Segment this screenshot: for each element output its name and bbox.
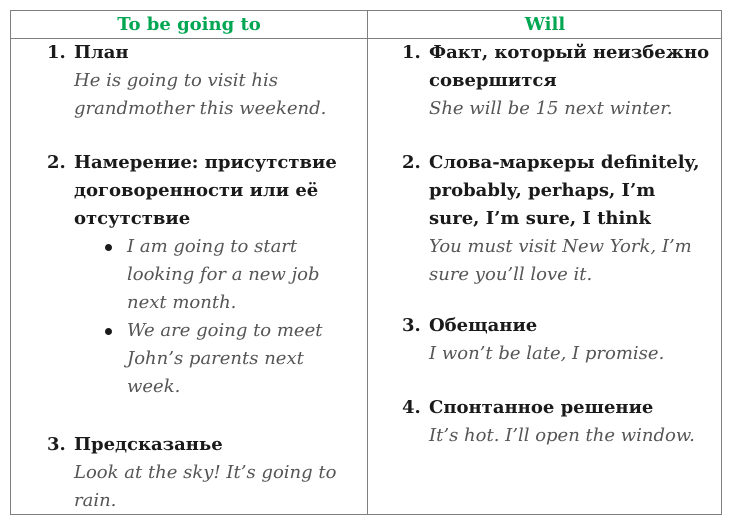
item-title-line: Намерение: присутствие — [74, 152, 337, 173]
bullet-line: I am going to start — [127, 236, 298, 257]
item-title-line: probably, perhaps, I’m — [429, 180, 656, 201]
left-item-1 — [47, 39, 365, 123]
item-number: 1. — [47, 42, 66, 63]
example-line: I won’t be late, I promise. — [429, 343, 665, 364]
right-item-1 — [402, 39, 720, 123]
bullet-item — [127, 233, 365, 317]
item-number: 3. — [47, 434, 66, 455]
example-line: Look at the sky! It’s going to — [74, 462, 337, 483]
item-title-line: договоренности или её — [74, 180, 319, 201]
item-number: 4. — [402, 397, 421, 418]
right-item-2 — [402, 149, 720, 289]
bullet-icon — [105, 328, 112, 335]
item-number: 3. — [402, 315, 421, 336]
bullet-item — [127, 317, 365, 401]
bullet-line: looking for a new job — [127, 264, 320, 285]
right-item-3 — [402, 312, 720, 368]
example-line: It’s hot. I’ll open the window. — [429, 425, 695, 446]
item-title: Спонтанное решение — [429, 397, 654, 418]
example-line: rain. — [74, 490, 117, 511]
example-line: She will be 15 next winter. — [429, 98, 673, 119]
item-title: План — [74, 42, 129, 63]
example-line: grandmother this weekend. — [74, 98, 327, 119]
bullet-line: week. — [127, 376, 181, 397]
item-title-line: sure, I’m sure, I think — [429, 208, 651, 229]
item-number: 2. — [47, 152, 66, 173]
bullet-line: next month. — [127, 292, 237, 313]
bullet-line: We are going to meet — [127, 320, 323, 341]
bullet-line: John’s parents next — [127, 348, 304, 369]
column-divider — [367, 11, 368, 514]
item-number: 1. — [402, 42, 421, 63]
header-going-to: To be going to — [117, 14, 261, 35]
item-title: Обещание — [429, 315, 538, 336]
comparison-table — [10, 10, 722, 515]
item-number: 2. — [402, 152, 421, 173]
item-title-line: совершится — [429, 70, 557, 91]
header-will: Will — [524, 14, 566, 35]
bullet-icon — [105, 244, 112, 251]
example-line: sure you’ll love it. — [429, 264, 593, 285]
item-title-line: Факт, который неизбежно — [429, 42, 710, 63]
example-line: You must visit New York, I’m — [429, 236, 692, 257]
example-line: He is going to visit his — [74, 70, 278, 91]
left-item-3 — [47, 431, 365, 515]
item-title-line: Слова-маркеры definitely, — [429, 152, 700, 173]
item-title-line: отсутствие — [74, 208, 191, 229]
item-title: Предсказанье — [74, 434, 223, 455]
left-item-2 — [47, 149, 365, 401]
right-item-4 — [402, 394, 720, 450]
